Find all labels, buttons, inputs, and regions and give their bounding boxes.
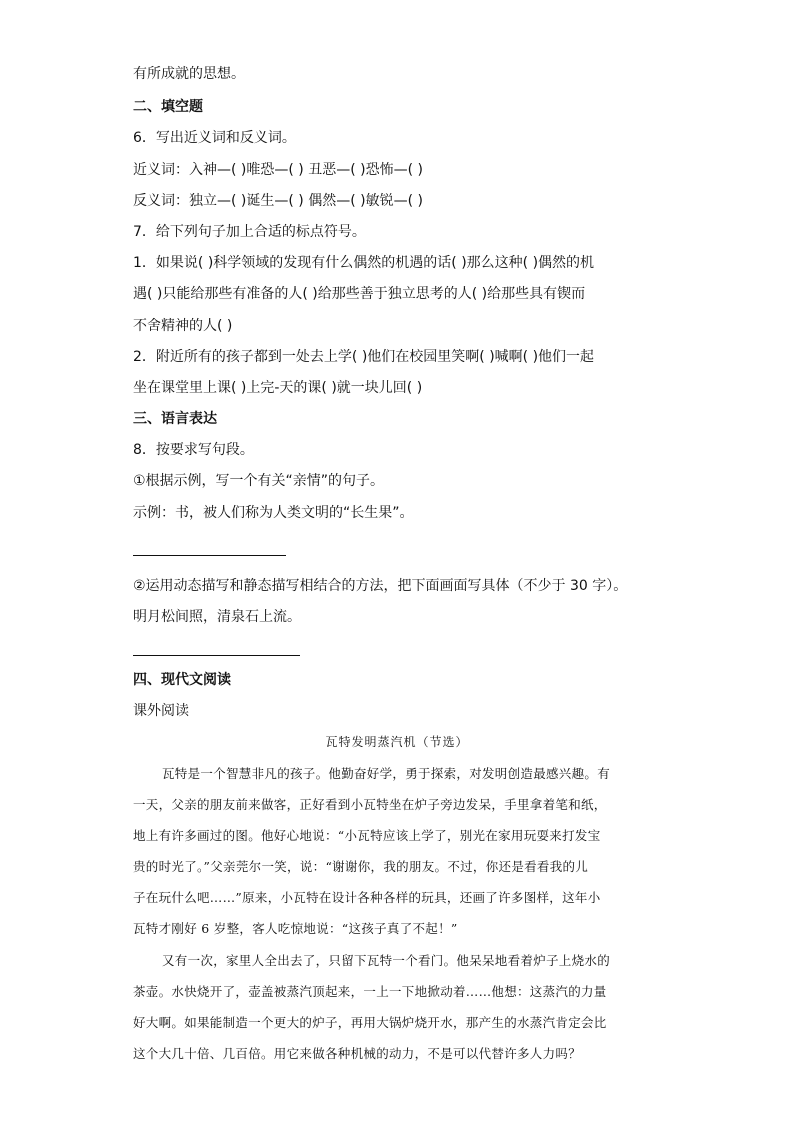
passage-line: 瓦特是一个智慧非凡的孩子。他勤奋好学，勇于探索，对发明创造最感兴趣。有 bbox=[162, 766, 611, 781]
poem-line: 明月松间照，清泉石上流。 bbox=[133, 609, 301, 625]
section-heading-expression: 三、语言表达 bbox=[133, 411, 217, 427]
question-8-example: 示例：书，被人们称为人类文明的“长生果”。 bbox=[133, 505, 414, 521]
passage-line: 瓦特才刚好 6 岁整，客人吃惊地说：“这孩子真了不起！” bbox=[133, 921, 458, 936]
answer-line-2[interactable] bbox=[133, 655, 300, 656]
question-6: 6．写出近义词和反义词。 bbox=[133, 130, 296, 146]
question-7: 7．给下列句子加上合适的标点符号。 bbox=[133, 224, 366, 240]
passage-line: 茶壶。水快烧开了，壶盖被蒸汽顶起来，一上一下地掀动着……他想：这蒸汽的力量 bbox=[133, 984, 607, 999]
passage-line: 一天，父亲的朋友前来做客，正好看到小瓦特坐在炉子旁边发呆，手里拿着笔和纸， bbox=[133, 797, 607, 812]
passage-line: 贵的时光了。”父亲莞尔一笑，说：“谢谢你，我的朋友。不过，你还是看看我的儿 bbox=[133, 859, 589, 874]
passage-line: 子在玩什么吧……”原来，小瓦特在设计各种各样的玩具，还画了许多图样，这年小 bbox=[133, 890, 601, 905]
punctuation-item-1-line-2: 遇( )只能给那些有准备的人( )给那些善于独立思考的人( )给那些具有锲而 bbox=[133, 286, 586, 302]
passage-line: 好大啊。如果能制造一个更大的炉子，再用大锅炉烧开水，那产生的水蒸汽肯定会比 bbox=[133, 1015, 607, 1030]
passage-line: 这个大几十倍、几百倍。用它来做各种机械的动力，不是可以代替许多人力吗？ bbox=[133, 1046, 582, 1061]
question-8: 8．按要求写句段。 bbox=[133, 442, 254, 458]
question-8-part-1: ①根据示例，写一个有关“亲情”的句子。 bbox=[133, 473, 385, 489]
punctuation-item-1-line-1: 1．如果说( )科学领域的发现有什么偶然的机遇的话( )那么这种( )偶然的机 bbox=[133, 255, 595, 271]
section-heading-fill-blank: 二、填空题 bbox=[133, 99, 203, 115]
question-8-part-2: ②运用动态描写和静态描写相结合的方法，把下面画面写具体（不少于 30 字）。 bbox=[133, 578, 628, 594]
passage-line: 又有一次，家里人全出去了，只留下瓦特一个看门。他呆呆地看着炉子上烧水的 bbox=[162, 953, 611, 968]
punctuation-item-1-line-3: 不舍精神的人( ) bbox=[133, 318, 233, 334]
punctuation-item-2-line-2: 坐在课堂里上课( )上完-天的课( )就一块儿回( ) bbox=[133, 380, 423, 396]
text-line: 有所成就的思想。 bbox=[133, 66, 245, 82]
antonyms-line: 反义词：独立—( )诞生—( ) 偶然—( )敏锐—( ) bbox=[133, 193, 423, 209]
passage-line: 地上有许多画过的图。他好心地说：“小瓦特应该上学了，别光在家用玩耍来打发宝 bbox=[133, 828, 601, 843]
answer-line-1[interactable] bbox=[133, 555, 286, 556]
punctuation-item-2-line-1: 2．附近所有的孩子都到一处去上学( )他们在校园里笑啊( )喊啊( )他们一起 bbox=[133, 349, 595, 365]
synonyms-line: 近义词：入神—( )唯恐—( ) 丑恶—( )恐怖—( ) bbox=[133, 162, 423, 178]
section-heading-reading: 四、现代文阅读 bbox=[133, 672, 231, 688]
passage-title: 瓦特发明蒸汽机（节选） bbox=[325, 735, 469, 749]
reading-subheading: 课外阅读 bbox=[133, 703, 189, 719]
